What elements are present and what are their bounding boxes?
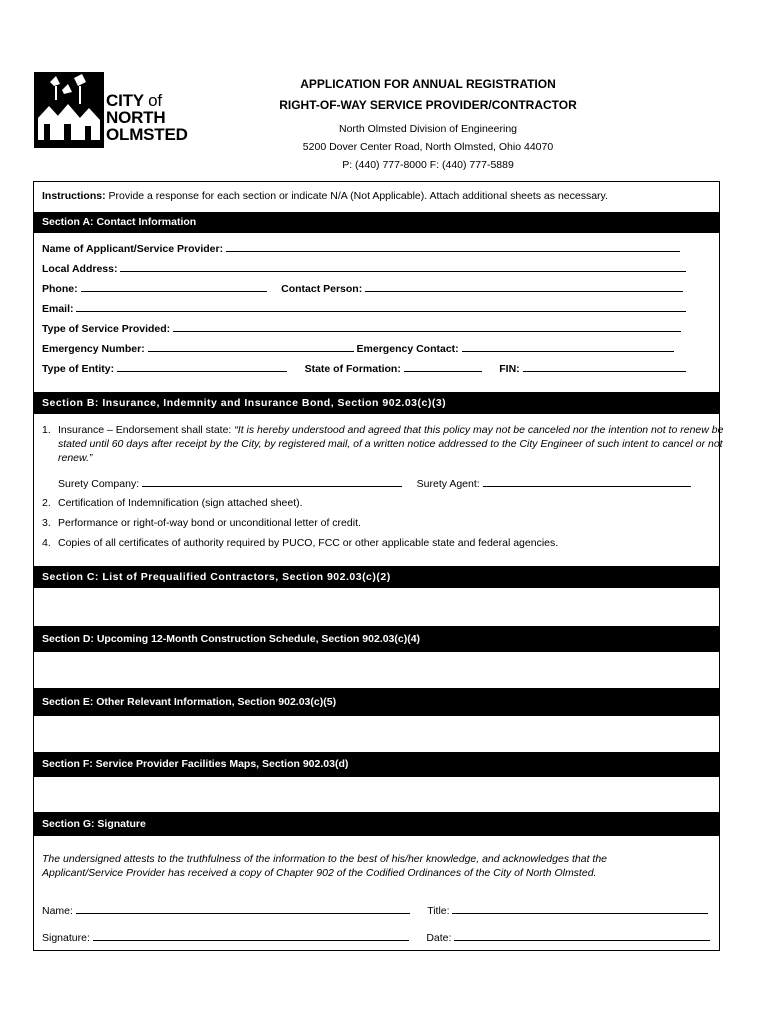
email-row: [42, 302, 686, 315]
surety-company-label: Surety Company:: [58, 478, 140, 490]
instructions-text: Provide a response for each section or indicate N/A (Not Applicable). Attach additional sheets as necessary.: [108, 190, 608, 202]
division-name: North Olmsted Division of Engineering: [339, 123, 517, 135]
signer-title-field[interactable]: [452, 904, 708, 914]
section-g-header: Section G: Signature: [34, 812, 719, 836]
section-b-item-4: [42, 537, 558, 549]
emergency-number-label: Emergency Number:: [42, 343, 145, 355]
logo-wordmark: [106, 92, 188, 143]
document-title-1: APPLICATION FOR ANNUAL REGISTRATION: [300, 77, 556, 91]
document-header: [200, 74, 656, 174]
section-e-response-area[interactable]: [34, 716, 719, 752]
section-c-header: Section C: List of Prequalified Contractors, Section 902.03(c)(2): [34, 566, 719, 588]
section-b-item-3: [42, 517, 361, 529]
date-field[interactable]: [454, 931, 710, 941]
section-d-header: Section D: Upcoming 12-Month Construction Schedule, Section 902.03(c)(4): [34, 626, 719, 652]
signature-date-row: [42, 931, 710, 944]
applicant-name-row: [42, 242, 680, 255]
service-type-field[interactable]: [173, 322, 681, 332]
division-address: 5200 Dover Center Road, North Olmsted, Ohio 44070: [302, 141, 554, 153]
phone-label: Phone:: [42, 283, 78, 295]
surety-company-field[interactable]: [142, 477, 402, 487]
phone-contact-row: [42, 282, 683, 295]
surety-agent-field[interactable]: [483, 477, 691, 487]
attestation-text: The undersigned attests to the truthfulness of the information to the best of his/her knowledge, and acknowledges that the Applicant/Service Provider has received a copy of Chapter 902 of the Codified Ordinances of the City of North Olmsted.: [42, 853, 608, 879]
section-f-header: Section F: Service Provider Facilities Maps, Section 902.03(d): [34, 752, 719, 777]
item-2-text: Certification of Indemnification (sign attached sheet).: [58, 497, 303, 509]
section-b-item-2: [42, 497, 303, 509]
logo-line1-suffix: of: [148, 91, 162, 110]
entity-type-field[interactable]: [117, 362, 287, 372]
email-field[interactable]: [76, 302, 686, 312]
local-address-field[interactable]: [120, 262, 686, 272]
item-4-text: Copies of all certificates of authority required by PUCO, FCC or other applicable state and federal agencies.: [58, 537, 559, 549]
signature-field[interactable]: [93, 931, 409, 941]
logo-line1: CITY: [106, 91, 144, 110]
applicant-name-label: Name of Applicant/Service Provider:: [42, 243, 224, 255]
application-form: [33, 181, 724, 951]
emergency-number-field[interactable]: [148, 342, 354, 352]
instructions-label: Instructions:: [42, 190, 106, 202]
service-type-row: [42, 322, 681, 335]
fin-field[interactable]: [523, 362, 686, 372]
city-logo: [34, 72, 204, 148]
section-e-header: Section E: Other Relevant Information, Section 902.03(c)(5): [34, 688, 719, 716]
section-a-header: Section A: Contact Information: [34, 212, 719, 233]
phone-field[interactable]: [81, 282, 267, 292]
item-3-text: Performance or right-of-way bond or unconditional letter of credit.: [58, 517, 361, 529]
signer-name-field[interactable]: [76, 904, 410, 914]
contact-person-field[interactable]: [365, 282, 683, 292]
logo-line3: OLMSTED: [106, 125, 188, 144]
entity-type-label: Type of Entity:: [42, 363, 115, 375]
state-formation-label: State of Formation:: [304, 363, 401, 375]
emergency-contact-field[interactable]: [462, 342, 674, 352]
emergency-contact-label: Emergency Contact:: [356, 343, 459, 355]
item-1-quote: “It is hereby understood and agreed that this policy may not be canceled nor the intention not to renew be stated until 60 days after receipt by the City, by registered mail, of a written notice addressed to the City Engineer of such intent to cancel or not renew.”: [58, 424, 724, 464]
section-f-response-area[interactable]: [34, 777, 719, 812]
entity-row: [42, 362, 686, 375]
item-2-number: 2.: [42, 497, 51, 509]
item-4-number: 4.: [42, 537, 51, 549]
signer-name-label: Name:: [42, 905, 73, 917]
division-phone: P: (440) 777-8000 F: (440) 777-5889: [342, 159, 514, 171]
logo-line2: NORTH: [106, 108, 166, 127]
item-1-lead: Insurance – Endorsement shall state:: [58, 424, 232, 436]
section-b-header: Section B: Insurance, Indemnity and Insurance Bond, Section 902.03(c)(3): [34, 392, 719, 414]
applicant-name-field[interactable]: [226, 242, 680, 252]
city-houses-icon: [34, 72, 104, 148]
document-title-2: RIGHT-OF-WAY SERVICE PROVIDER/CONTRACTOR: [279, 98, 577, 112]
surety-agent-label: Surety Agent:: [416, 478, 480, 490]
date-label: Date:: [426, 932, 452, 944]
item-3-number: 3.: [42, 517, 51, 529]
local-address-row: [42, 262, 686, 275]
item-1-number: 1.: [42, 424, 51, 436]
section-b-item-1: [42, 423, 728, 465]
section-c-response-area[interactable]: [34, 588, 719, 626]
signer-title-label: Title:: [427, 905, 450, 917]
name-title-row: [42, 904, 708, 917]
instructions: [42, 190, 608, 202]
surety-row: [58, 477, 691, 490]
local-address-label: Local Address:: [42, 263, 118, 275]
state-formation-field[interactable]: [404, 362, 482, 372]
section-d-response-area[interactable]: [34, 652, 719, 688]
signature-label: Signature:: [42, 932, 90, 944]
email-label: Email:: [42, 303, 74, 315]
fin-label: FIN:: [499, 363, 520, 375]
service-type-label: Type of Service Provided:: [42, 323, 171, 335]
emergency-row: [42, 342, 674, 355]
contact-person-label: Contact Person:: [281, 283, 363, 295]
